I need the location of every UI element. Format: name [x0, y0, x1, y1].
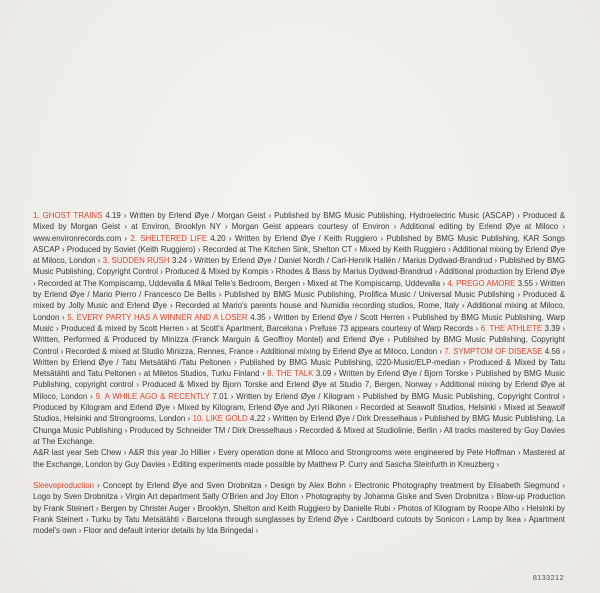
track-credits-text: 4.20 › Written by Erlend Øye / Keith Ruggiero › Published by BMG Music Publishing, KAR Songs ASCAP › Produced by Soviet (Keith Ruggiero) › Recorded at The Kitchen Sink, Shelton CT › Mixed by Keith Ruggiero › Additional mixing by Erlend Øye at Miloco, London ›: [33, 233, 565, 266]
track-credits-text: 4.56 › Written by Erlend Øye / Tatu Metsätähti /Tatu Peltonen › Published by BMG Music Publishing, i220-Music/ELP-median › Produced & Mixed by Tatu Metsätähti and Tatu Peltonen › at Miletos Studios, Turku Finland ›: [33, 346, 565, 379]
track-credits-text: 4.19 › Written by Erlend Øye / Morgan Geist › Published by BMG Music Publishing, Hydroelectric Music (ASCAP) › Produced & Mixed by Morgan Geist › at Environ, Brooklyn NY › Morgan Geist appears courtesy of Environ › Additional editing by Erlend Øye at Miloco › www.environrecords.com ›: [33, 211, 566, 243]
track-credits-text: 3.09 › Written by Erlend Øye / Bjorn Torske › Published by BMG Music Publishing, copyright control › Produced & Mixed by Bjorn Torske and Erlend Øye at Studio 7, Bergen, Norway › Additional mixing by Erlend Øye at Miloco, London ›: [33, 369, 566, 401]
sleeve-paragraph: [33, 480, 565, 536]
catalog-number: 8133212: [532, 573, 564, 582]
track-title: 2. SHELTERED LIFE: [130, 233, 207, 243]
sleeve-heading: Sleeveproduction: [33, 481, 94, 490]
track-title: 9. A WHILE AGO & RECENTLY: [95, 391, 210, 401]
track-title: 8. THE TALK: [267, 369, 314, 379]
sleeve-text: › Concept by Erlend Øye and Sven Drobnitza › Design by Alex Bohn › Electronic Photography treatment by Elisabeth Siegmund › Logo by Sven Drobnitza › Virgin Art department Sally O'Brien and Joy Elton › Photography by Johanna Giske and Sven Drobnitza › Blow-up Production by Frank Steinert › Bergen by Christer Auger › Brooklyn, Shelton and Keith Ruggiero by Danielle Rubi › Photos of Kilogram by Roope Alho › Helsinki by Frank Steinert › Turku by Tatu Metsätähti › Barcelona through sunglasses by Erlend Øye › Cardboard cutouts by Sonicon › Lamp by Ikea › Apartment model's own › Floor and default interior details by Ida Bringedal ›: [33, 481, 565, 536]
track-credits-text: 7.01 › Written by Erlend Øye / Kilogram › Published by BMG Music Publishing, Copyright Control › Produced by Kilogram and Erlend Øye › Mixed by Kilogram, Erlend Øye and Jyri Riikonen › Recorded at Seawolf Studios, Helsinki › Mixed at Seawolf Studios, Helsinki and Strongrooms, London ›: [33, 391, 565, 424]
track-credits-text: 3.55 › Written by Erlend Øye / Mario Pierro / Francesco De Bellis › Published by BMG Music Publishing, Prolifica Music / Universal Music Publishing › Produced & mixed by Jolly Music and Erlend Øye › Recorded at Mario's parents house and Numidia recording studios, Rome, Italy › Additional mixing at Miloco, London ›: [33, 278, 565, 322]
track-title: 10. LIKE GOLD: [192, 414, 248, 424]
track-credits-text: 4.22 › Written by Erlend Øye / Dirk Dresselhaus › Published by BMG Music Publishing, La Chunga Music Publishing › Produced by Schneider TM / Dirk Dresselhaus › Recorded & Mixed at Studiolinie, Berlin › All tracks mastered by Guy Davies at The Exchange.: [33, 414, 566, 446]
track-title: 7. SYMPTOM OF DISEASE: [444, 346, 543, 356]
track-title: 3. SUDDEN RUSH: [102, 256, 170, 266]
track-credits-text: 3.39 › Written, Performed & Produced by Minizza (Franck Marguin & Geoffroy Montel) and Erlend Øye › Published by BMG Music Publishing, Copyright Control › Recorded & mixed at Studio Minizza, Rennes, France › Additional mixing by Erlend Øye at Miloco, London ›: [33, 323, 565, 356]
sleeve-credits: [33, 480, 565, 536]
track-title: 6. THE ATHLETE: [480, 323, 543, 333]
general-credits: A&R last year Seb Chew › A&R this year Jo Hillier › Every operation done at Miloco and Strongrooms were engineered by Pete Hoffman › Mastered at the Exchange, London by Guy Davies › Editing experiments made possible by Matthew P. Curry and Sascha Steinfurth in Kreuzberg ›: [33, 448, 565, 469]
track-credits-text: 3.24 › Written by Erlend Øye / Daniel Nordh / Carl-Henrik Hallén / Marius Dydwad-Brandrud › Published by BMG Music Publishing, Copyright Control › Produced & Mixed by Kompis › Rhodes & Bass by Marius Dydwad-Brandrud › Additional production by Erlend Øye › Recorded at The Kompiscamp, Uddevalla & Mikal Telle's Bedroom, Bergen › Mixed at The Kompiscamp, Uddevalla ›: [33, 256, 565, 288]
track-list: [33, 210, 565, 447]
track-title: 5. EVERY PARTY HAS A WINNER AND A LOSER: [67, 312, 248, 322]
track-credits: [33, 210, 565, 470]
track-credits-text: 4.35 › Written by Erlend Øye / Scott Herren › Published by BMG Music Publishing, Warp Music › Produced & mixed by Scott Herren › at Scott's Apartment, Barcelona › Prefuse 73 appears courtesy of Warp Records ›: [33, 312, 566, 333]
track-title: 1. GHOST TRAINS: [33, 211, 103, 220]
track-title: 4. PREGO AMORE: [447, 278, 516, 288]
